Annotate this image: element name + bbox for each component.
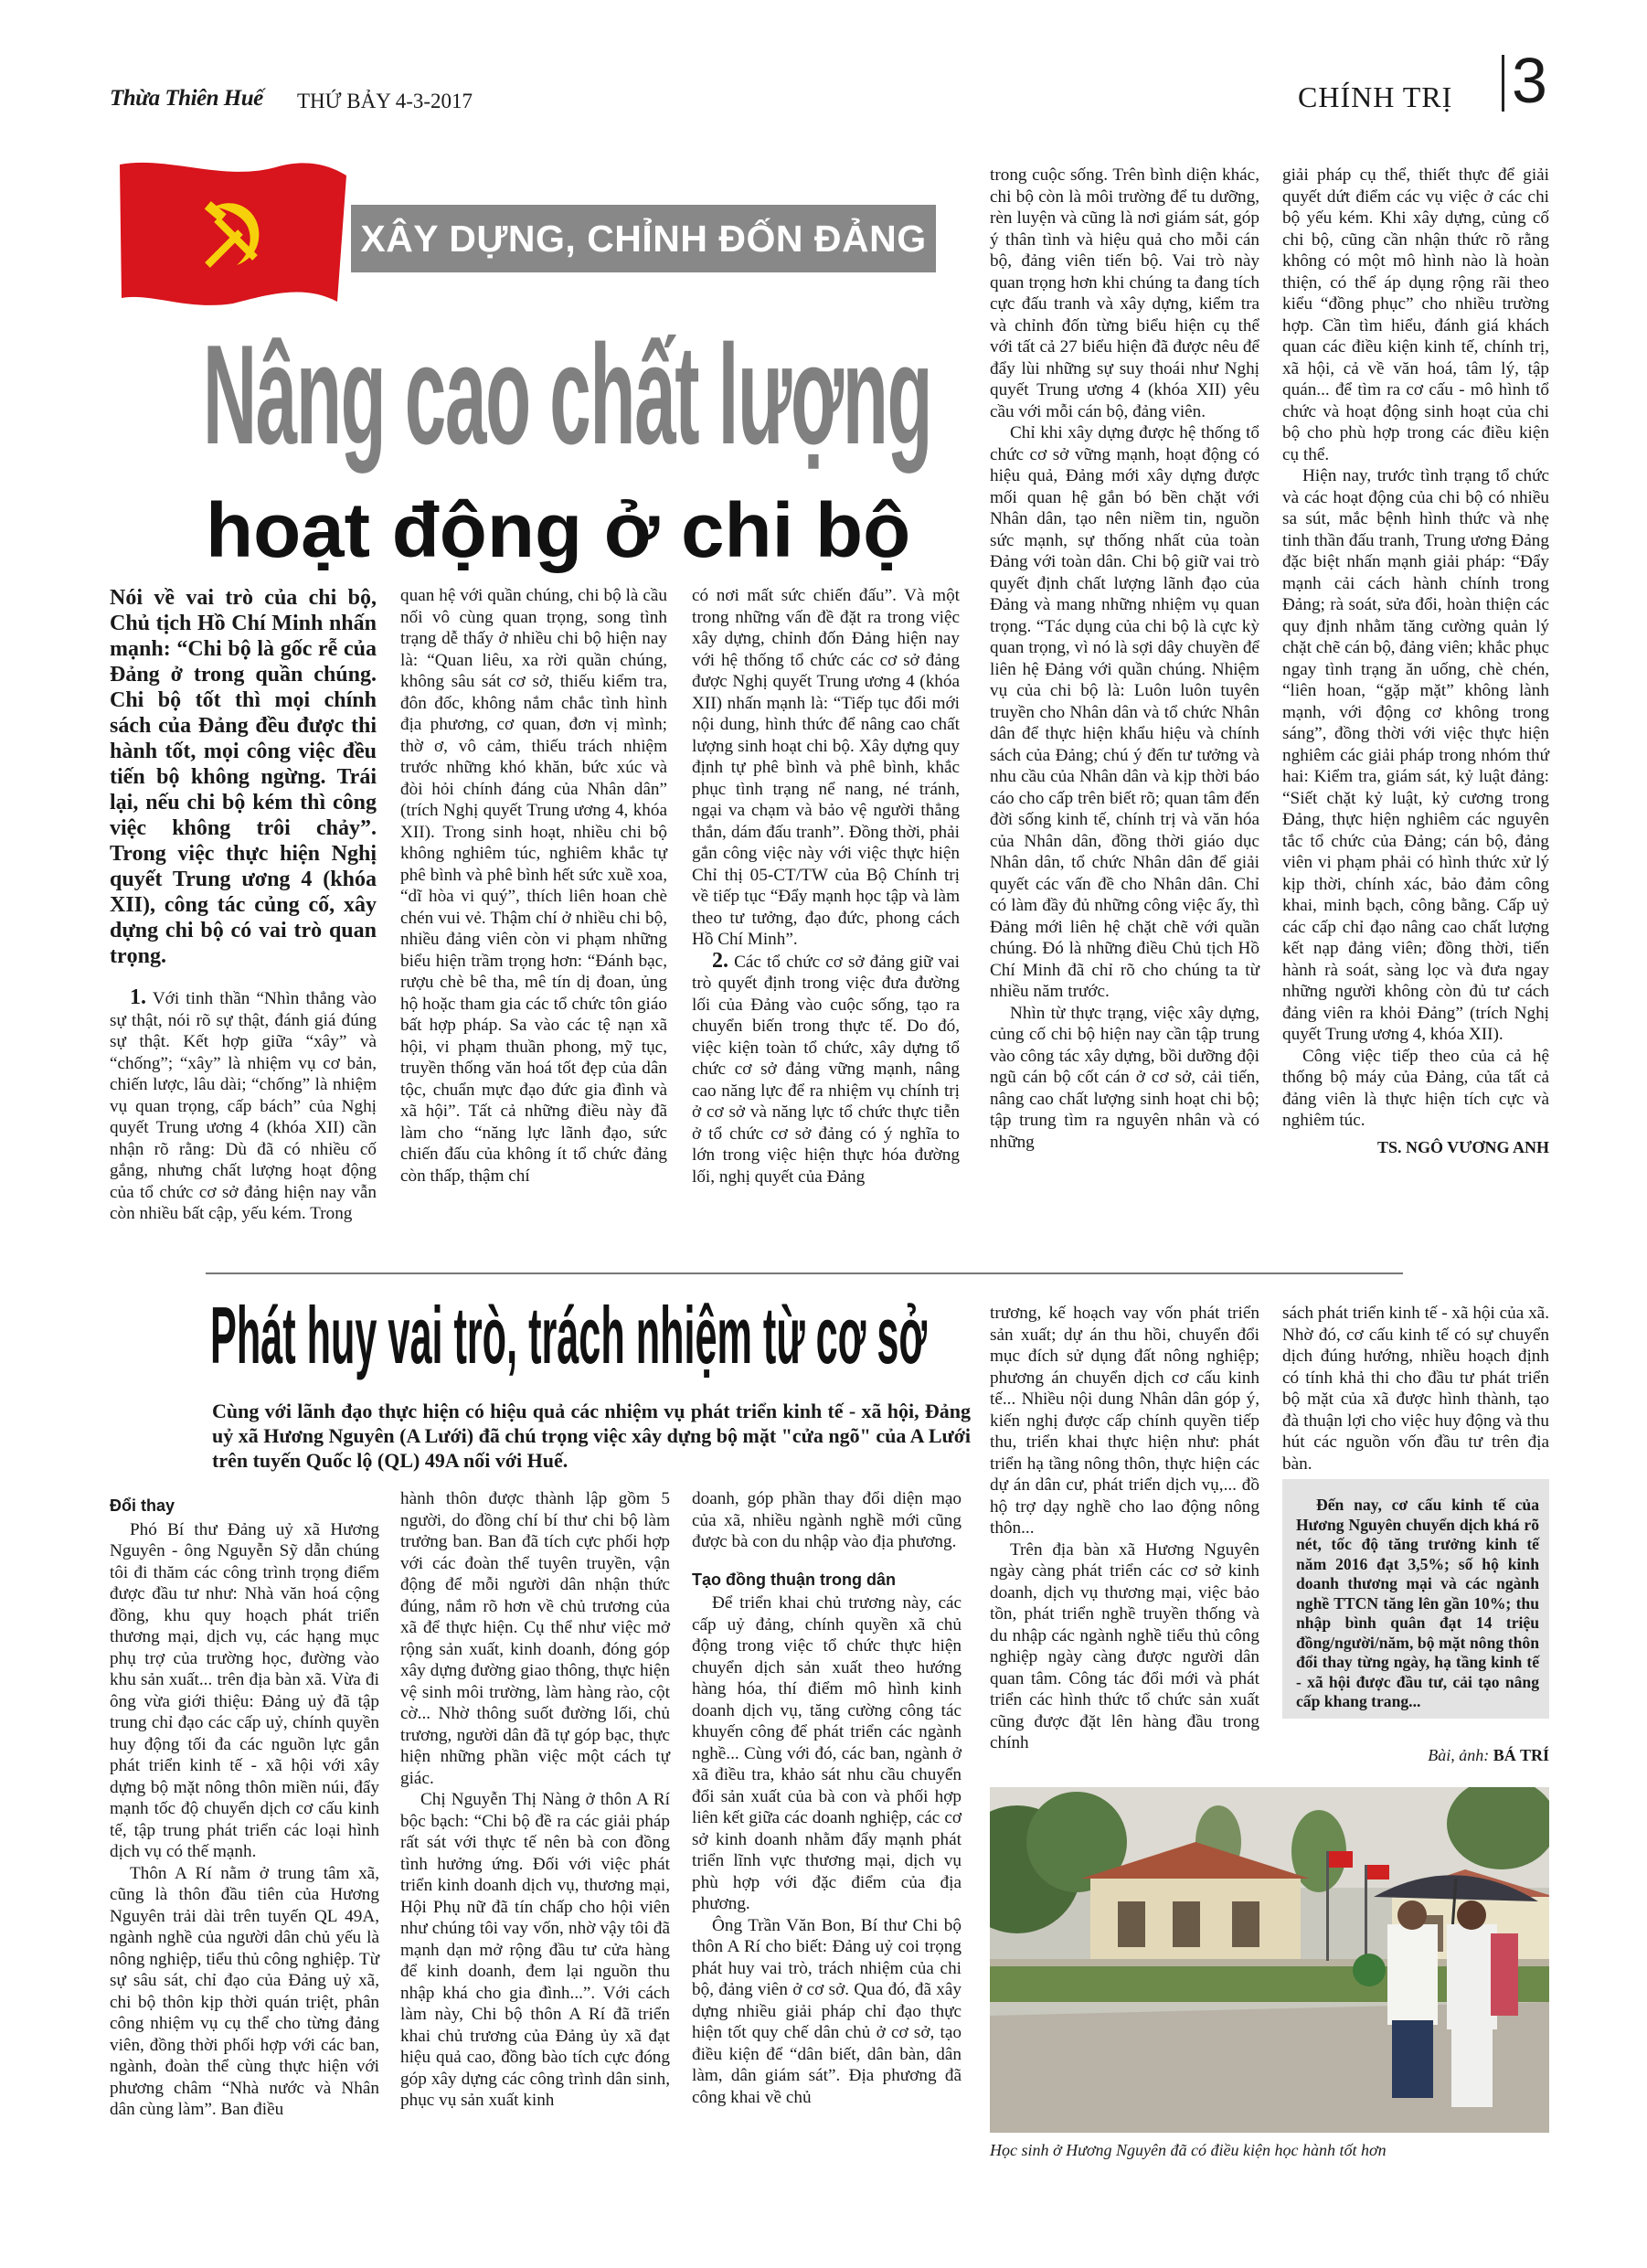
byline-prefix: Bài, ảnh: — [1428, 1746, 1490, 1764]
article1-column-5 — [1282, 165, 1549, 1158]
article1-col3-text-b: Các tổ chức cơ sở đảng giữ vai trò quyết định trong việc đưa đường lối của Đảng vào cuộc sống, tạo ra chuyển biến trong thực tế. Do đó, việc kiện toàn tổ chức, xây dựng tổ chức cơ sở đảng vững mạnh, nâng cao năng lực để ra nhiệm vụ chính trị ở cơ sở và năng lực tổ chức thực tiễn ở tổ chức cơ sở đảng có ý nghĩa to lớn trong việc hiện thực hóa đường lối, nghị quyết của Đảng — [692, 952, 960, 1187]
article1-headline-line2: hoạt động ở chi bộ — [206, 487, 911, 574]
article-divider — [206, 1272, 1403, 1274]
article2-col3-text-c: Ông Trần Văn Bon, Bí thư Chi bộ thôn A Rí cho biết: Đảng uỷ coi trọng phát huy vai trò, trách nhiệm của chi bộ, đảng viên ở cơ sở. Qua đó, đã xây dựng nhiều giải pháp chỉ đạo thực hiện tốt quy chế dân chủ ở cơ sở, tạo điều kiện để “dân biết, dân bàn, dân làm, dân giám sát”. Địa phương đã công khai về chủ — [692, 1915, 962, 2107]
article2-column-4 — [990, 1303, 1259, 1754]
article1-column-3 — [692, 585, 960, 1187]
section-title: CHÍNH TRỊ — [1298, 80, 1453, 113]
article2-col5-text-a: sách phát triển kinh tế - xã hội của xã. Nhờ đó, cơ cấu kinh tế có sự chuyển dịch đúng hướng, nhiều hoạch định có tính khả thi cho đầu tư phát triển bộ mặt của xã được hình thành, tạo đà thuận lợi cho việc huy động và thu hút các nguồn vốn đầu tư trên địa bàn. — [1282, 1304, 1549, 1474]
header-divider — [1502, 55, 1504, 112]
section-number-2: 2. — [712, 948, 728, 973]
article2-column-1 — [110, 1490, 379, 2121]
article2-col1-text-b: Thôn A Rí nằm ở trung tâm xã, cũng là thôn đầu tiên của Hương Nguyên trải dài trên tuyến QL 49A, ngành nghề của người dân chủ yếu là nông nghiệp, tiểu thủ công nghiệp. Từ sự sâu sát, chỉ đạo của Đảng uỷ xã, chi bộ thôn kịp thời quán triệt, phân công nhiệm vụ cụ thể cho từng đảng viên, đồng thời phối hợp với các ban, ngành, đoàn thể cùng thực hiện với phương châm “Nhà nước và Nhân dân cùng làm”. Ban điều — [110, 1863, 379, 2119]
article2-col1-text-a: Phó Bí thư Đảng uỷ xã Hương Nguyên - ông Nguyễn Sỹ dẫn chúng tôi đi thăm các công trình trọng điểm được đầu tư như: Nhà văn hoá cộng đồng, khu quy hoạch phát triển thương mại, dịch vụ, các hạng mục phụ trợ của trường học, đường vào khu sản xuất... trên địa bàn xã. Vừa đi ông vừa giới thiệu: Đảng uỷ đã tập trung chỉ đạo các cấp uỷ, chính quyền huy động tối đa các nguồn lực gắn phát triển kinh tế - xã hội với xây dựng bộ mặt nông thôn miền núi, đẩy mạnh tốc độ chuyển dịch cơ cấu kinh tế, tập trung phát triển các loại hình dịch vụ có thế mạnh. — [110, 1519, 379, 1861]
article1-headline-line1: Nâng cao chất lượng — [203, 316, 932, 474]
photo-caption: Học sinh ở Hương Nguyên đã có điều kiện học hành tốt hơn — [990, 2141, 1387, 2159]
article2-col2-text-b: Chị Nguyễn Thị Nàng ở thôn A Rí bộc bạch: “Chi bộ đề ra các giải pháp rất sát với thực tế nên bà con đồng tình hưởng ứng. Đối với việc phát triển kinh doanh dịch vụ, thương mại, Hội Phụ nữ đã tín chấp cho hội viên như chúng tôi vay vốn, nhờ vậy tôi đã mạnh dạn mở rộng đầu tư cửa hàng để kinh doanh, đem lại nguồn thu nhập khá cho gia đình...”. Với cách làm này, Chi bộ thôn A Rí đã triển khai chủ trương của Đảng ủy xã đạt hiệu quả cao, đồng bào tích cực đóng góp xây dựng các công trình dân sinh, phục vụ sản xuất kinh — [400, 1790, 670, 2110]
article2-photo — [990, 1787, 1549, 2133]
article2-col2-text-a: hành thôn được thành lập gồm 5 người, do đồng chí bí thư chi bộ làm trưởng ban. Ban đã tích cực phối hợp với các đoàn thể tuyên truyền, vận động để mỗi người dân nhận thức đúng, nắm rõ hơn về chủ trương của xã để thực hiện. Cụ thể như việc mở rộng sản xuất, kinh doanh, đóng góp xây dựng đường giao thông, thực hiện vệ sinh môi trường, làm hàng rào, cột cờ... Nhờ thông suốt đường lối, chủ trương, người dân đã tự góp bạc, thực hiện những phần việc một cách tự giác. — [400, 1489, 670, 1788]
article1-col3-text-a: có nơi mất sức chiến đấu”. Và một trong những vấn đề đặt ra trong việc xây dựng, chỉnh đốn Đảng hiện nay với hệ thống tổ chức các cơ sở đảng được Nghị quyết Trung ương 4 (khóa XII) nhấn mạnh là: “Tiếp tục đổi mới nội dung, hình thức để nâng cao chất lượng sinh hoạt chi bộ. Xây dựng quy định tự phê bình và phê bình, khắc phục tình trạng nể nang, né tránh, ngại va chạm và bảo vệ người thẳng thắn, dám đấu tranh”. Đồng thời, phải gắn công việc này với việc thực hiện Chỉ thị 05-CT/TW của Bộ Chính trị về tiếp tục “Đẩy mạnh học tập và làm theo tư tưởng, đạo đức, phong cách Hồ Chí Minh”. — [692, 586, 960, 949]
article2-column-3 — [692, 1488, 962, 2108]
article1-col5-text-c: Công việc tiếp theo của cả hệ thống bộ máy của Đảng, của tất cả đảng viên là thực hiện tích cực và nghiêm túc. — [1282, 1046, 1549, 1130]
paper-name: Thừa Thiên Huế — [110, 86, 263, 111]
article2-col4-text-a: trương, kế hoạch vay vốn phát triển sản xuất; dự án thu hồi, chuyển đổi mục đích sử dụng đất nông nghiệp; phương án chuyển dịch cơ cấu kinh tế... Nhiều nội dung Nhân dân góp ý, kiến nghị được cấp chính quyền tiếp thu, triển khai thực hiện như: phát triển hạ tầng nông thôn, thực hiện các dự án dân cư, phát triển dịch vụ,... đồ hộ trợ dạy nghề cho lao động nông thôn... — [990, 1304, 1259, 1538]
article1-column-1 — [110, 585, 377, 1225]
section-banner-label: XÂY DỰNG, CHỈNH ĐỐN ĐẢNG — [360, 218, 927, 260]
section-number-1: 1. — [130, 985, 146, 1009]
article1-col4-text-b: Chỉ khi xây dựng được hệ thống tổ chức cơ sở vững mạnh, hoạt động có hiệu quả, Đảng mới xây dựng được mối quan hệ gắn bó bền chặt với Nhân dân, tạo nên niềm tin, nguồn sức mạnh, sự thống nhất của toàn Đảng với toàn dân. Chi bộ giữ vai trò quyết định chất lượng lãnh đạo của Đảng và mang những nhiệm vụ quan trọng. “Tác dụng của chi bộ là cực kỳ quan trọng, vì nó là sợi dây chuyền để liên hệ Đảng với quần chúng. Nhiệm vụ của chi bộ là: Luôn luôn tuyên truyền cho Nhân dân và tổ chức Nhân dân để thực hiện khẩu hiệu và chính sách của Đảng; chú ý đến tư tưởng và nhu cầu của Nhân dân và kịp thời báo cáo cho cấp trên biết rõ; quan tâm đến đời sống kinh tế, chính trị và văn hóa của Nhân dân, đồng thời giáo dục Nhân dân, tổ chức Nhân dân để giải quyết các vấn đề cho Nhân dân. Chỉ có làm đầy đủ những công việc ấy, thì Đảng mới liên hệ chặt chẽ với quần chúng. Đó là những điều Chủ tịch Hồ Chí Minh đã chỉ rõ cho chúng ta từ nhiều năm trước. — [990, 423, 1259, 1001]
article1-col2-text: quan hệ với quần chúng, chi bộ là cầu nối vô cùng quan trọng, song tình trạng dễ thấy ở nhiều chi bộ hiện nay là: “Quan liêu, xa rời quần chúng, không sâu sát cơ sở, thiếu kiểm tra, đôn đốc, không nắm chắc tình hình địa phương, cơ quan, đơn vị mình; thờ ơ, vô cảm, thiếu trách nhiệm trước những khó khăn, bức xúc và đòi hỏi chính đáng của Nhân dân” (trích Nghị quyết Trung ương 4, khóa XII). Trong sinh hoạt, nhiều chi bộ không nghiêm túc, nghiêm khắc tự phê bình và phê bình hết sức xuề xoa, “dĩ hòa vi quý”, thích liên hoan chè chén vui vẻ. Thậm chí ở nhiều chi bộ, nhiều đảng viên còn vi phạm những biểu hiện trầm trọng hơn: “Đánh bạc, rượu chè bê tha, mê tín dị đoan, ủng hộ hoặc tham gia các tổ chức tôn giáo bất hợp pháp. Sa vào các tệ nạn xã hội, vi phạm thuần phong, mỹ tục, truyền thống văn hoá tốt đẹp của dân tộc, chuẩn mực đạo đức gia đình và xã hội”. Tất cả những điều này đã làm cho “năng lực lãnh đạo, sức chiến đấu của không ít tổ chức đảng còn thấp, thậm chí — [400, 586, 667, 1186]
article2-headline: Phát huy vai trò, trách nhiệm từ cơ sở — [210, 1291, 928, 1381]
article2-subheading-1: Đổi thay — [110, 1496, 175, 1515]
article2-col4-text-b: Trên địa bàn xã Hương Nguyên ngày càng phát triển các cơ sở kinh doanh, dịch vụ thương mại, việc bảo tồn, phát triển nghề truyền thống và du nhập các ngành nghề tiểu thủ công nghiệp ngày càng được người dân quan tâm. Công tác đổi mới và phát triển các hình thức tổ chức sản xuất cũng được đặt lên hàng đầu trong chính — [990, 1539, 1259, 1752]
article2-col3-text-b: Để triển khai chủ trương này, các cấp uỷ đảng, chính quyền xã chủ động trong việc tổ chức thực hiện chuyển dịch sản xuất theo hướng hàng hóa, thí điểm mô hình kinh doanh dịch vụ, tăng cường công tác khuyến công để phát triển các ngành nghề... Cùng với đó, các ban, ngành ở xã điều tra, khảo sát nhu cầu chuyển đổi sản xuất của bà con và phối hợp liên kết giữa các doanh nghiệp, các cơ sở kinh doanh nhằm đẩy mạnh phát triển lĩnh vực thương mại, dịch vụ phù hợp với đặc điểm của địa phương. — [692, 1593, 962, 1913]
article2-column-2 — [400, 1488, 670, 2112]
article1-column-2 — [400, 585, 667, 1187]
highlight-box-text: Đến nay, cơ cấu kinh tế của Hương Nguyên chuyển dịch khá rõ nét, tốc độ tăng trưởng kinh tế năm 2016 đạt 3,5%; số hộ kinh doanh thương mại và các ngành nghề TTCN tăng lên gần 10%; thu nhập bình quân đạt 14 triệu đồng/người/năm, bộ mặt nông thôn đổi thay từng ngày, hạ tầng kinh tế - xã hội được đầu tư, cải tạo nâng cấp khang trang... — [1296, 1496, 1539, 1710]
article2-subheading-2: Tạo đồng thuận trong dân — [692, 1570, 896, 1589]
article1-col4-text-c: Nhìn từ thực trạng, việc xây dựng, củng cố chi bộ hiện nay cần tập trung vào công tác xây dựng, bồi dưỡng đội ngũ cán bộ cốt cán ở cơ sở, cải tiến, nâng cao chất lượng sinh hoạt chi bộ; tập trung tìm ra nguyên nhân và có những — [990, 1003, 1259, 1152]
article2-col3-text-a: doanh, góp phần thay đổi diện mạo của xã, nhiều ngành nghề mới cũng được bà con du nhập vào địa phương. — [692, 1489, 962, 1551]
article1-column-4 — [990, 165, 1259, 1153]
article2-byline — [1282, 1746, 1549, 1765]
article1-lead: Nói về vai trò của chi bộ, Chủ tịch Hồ Chí Minh nhấn mạnh: “Chi bộ là gốc rễ của Đảng ở trong quần chúng. Chi bộ tốt thì mọi chính sách của Đảng đều được thi hành tốt, mọi công việc đều tiến bộ không ngừng. Trái lại, nếu chi bộ kém thì công việc không trôi chảy”. Trong việc thực hiện Nghị quyết Trung ương 4 (khóa XII), công tác củng cố, xây dựng chi bộ có vai trò quan trọng. — [110, 586, 377, 968]
page-number: 3 — [1512, 45, 1547, 116]
article1-col1-text: Với tinh thần “Nhìn thẳng vào sự thật, nói rõ sự thật, đánh giá đúng sự thật. Kết hợp giữa “xây” và “chống”; “xây” là nhiệm vụ cơ bản, chiến lược, lâu dài; “chống” là nhiệm vụ quan trọng, cấp bách” của Nghị quyết Trung ương 4 (khóa XII) cần nhận rõ rằng: Dù đã có nhiều cố gắng, nhưng chất lượng hoạt động của tổ chức cơ sở đảng hiện nay vẫn còn nhiều bất cập, yếu kém. Trong — [110, 989, 377, 1223]
article1-author: TS. NGÔ VƯƠNG ANH — [1376, 1137, 1549, 1156]
article1-col4-text-a: trong cuộc sống. Trên bình diện khác, chi bộ còn là môi trường để tu dưỡng, rèn luyện và cũng là nơi giám sát, góp ý thân tình và hiệu quả cho mỗi cán bộ, đảng viên tiến bộ. Vai trò này quan trọng hơn khi chúng ta đang tích cực đấu tranh và xây dựng, kiểm tra và chỉnh đốn từng biểu hiện cụ thể với tất cả 27 biểu hiện đã được nêu để đẩy lùi những sự suy thoái như Nghị quyết Trung ương 4 (khóa XII) yêu cầu với mỗi cán bộ, đảng viên. — [990, 165, 1259, 421]
article2-column-5 — [1282, 1303, 1549, 1475]
party-flag-icon — [114, 155, 352, 311]
byline-name: BÁ TRÍ — [1493, 1746, 1549, 1764]
issue-date: THỨ BẢY 4-3-2017 — [297, 90, 473, 112]
article2-lead: Cùng với lãnh đạo thực hiện có hiệu quả các nhiệm vụ phát triển kinh tế - xã hội, Đảng uỷ xã Hương Nguyên (A Lưới) đã chú trọng việc xây dựng bộ mặt "cửa ngõ" của A Lưới trên tuyến Quốc lộ (QL) 49A nối với Huế. — [212, 1400, 971, 1472]
article1-col5-text-a: giải pháp cụ thể, thiết thực để giải quyết dứt điểm các vụ việc ở các chi bộ yếu kém. Khi xây dựng, củng cố chi bộ, cũng cần nhận thức rõ rằng không có một mô hình nào là hoàn thiện, có thể áp dụng rộng rãi theo kiểu “đồng phục” cho nhiều trường hợp. Cần tìm hiểu, đánh giá khách quan các điều kiện kinh tế, chính trị, xã hội, cả về văn hoá, tâm lý, tập quán... để tìm ra cơ cấu - mô hình tổ chức và hoạt động sinh hoạt của chi bộ cho phù hợp trong các điều kiện cụ thể. — [1282, 165, 1549, 464]
article1-col5-text-b: Hiện nay, trước tình trạng tổ chức và các hoạt động của chi bộ có nhiều sa sút, mắc bệnh hình thức và nhẹ tinh thần đấu tranh, Trung ương Đảng đặc biệt nhấn mạnh giải pháp: “Đẩy mạnh cải cách hành chính trong Đảng; rà soát, sửa đổi, hoàn thiện các quy định nhằm tăng cường quản lý chặt chẽ cán bộ, đảng viên; khắc phục ngay tình trạng ăn uống, chè chén, “liên hoan, “gặp mặt” không lành mạnh, với động cơ không trong sáng”, đồng thời với việc thực hiện nghiêm các giải pháp trong nhóm thứ hai: Kiểm tra, giám sát, kỷ luật đảng: “Siết chặt kỷ luật, kỷ cương trong Đảng, thực hiện nghiêm các nguyên tắc tổ chức của Đảng; cán bộ, đảng viên vi phạm phải có hình thức xử lý kịp thời, chính xác, bảo đảm công khai, minh bạch, công bằng. Cấp uỷ các cấp chỉ đạo nâng cao chất lượng kết nạp đảng viên; đồng thời, tiến hành rà soát, sàng lọc và đưa ngay những người không còn đủ tư cách đảng viên ra khỏi Đảng” (trích Nghị quyết Trung ương 4, khóa XII). — [1282, 466, 1549, 1044]
